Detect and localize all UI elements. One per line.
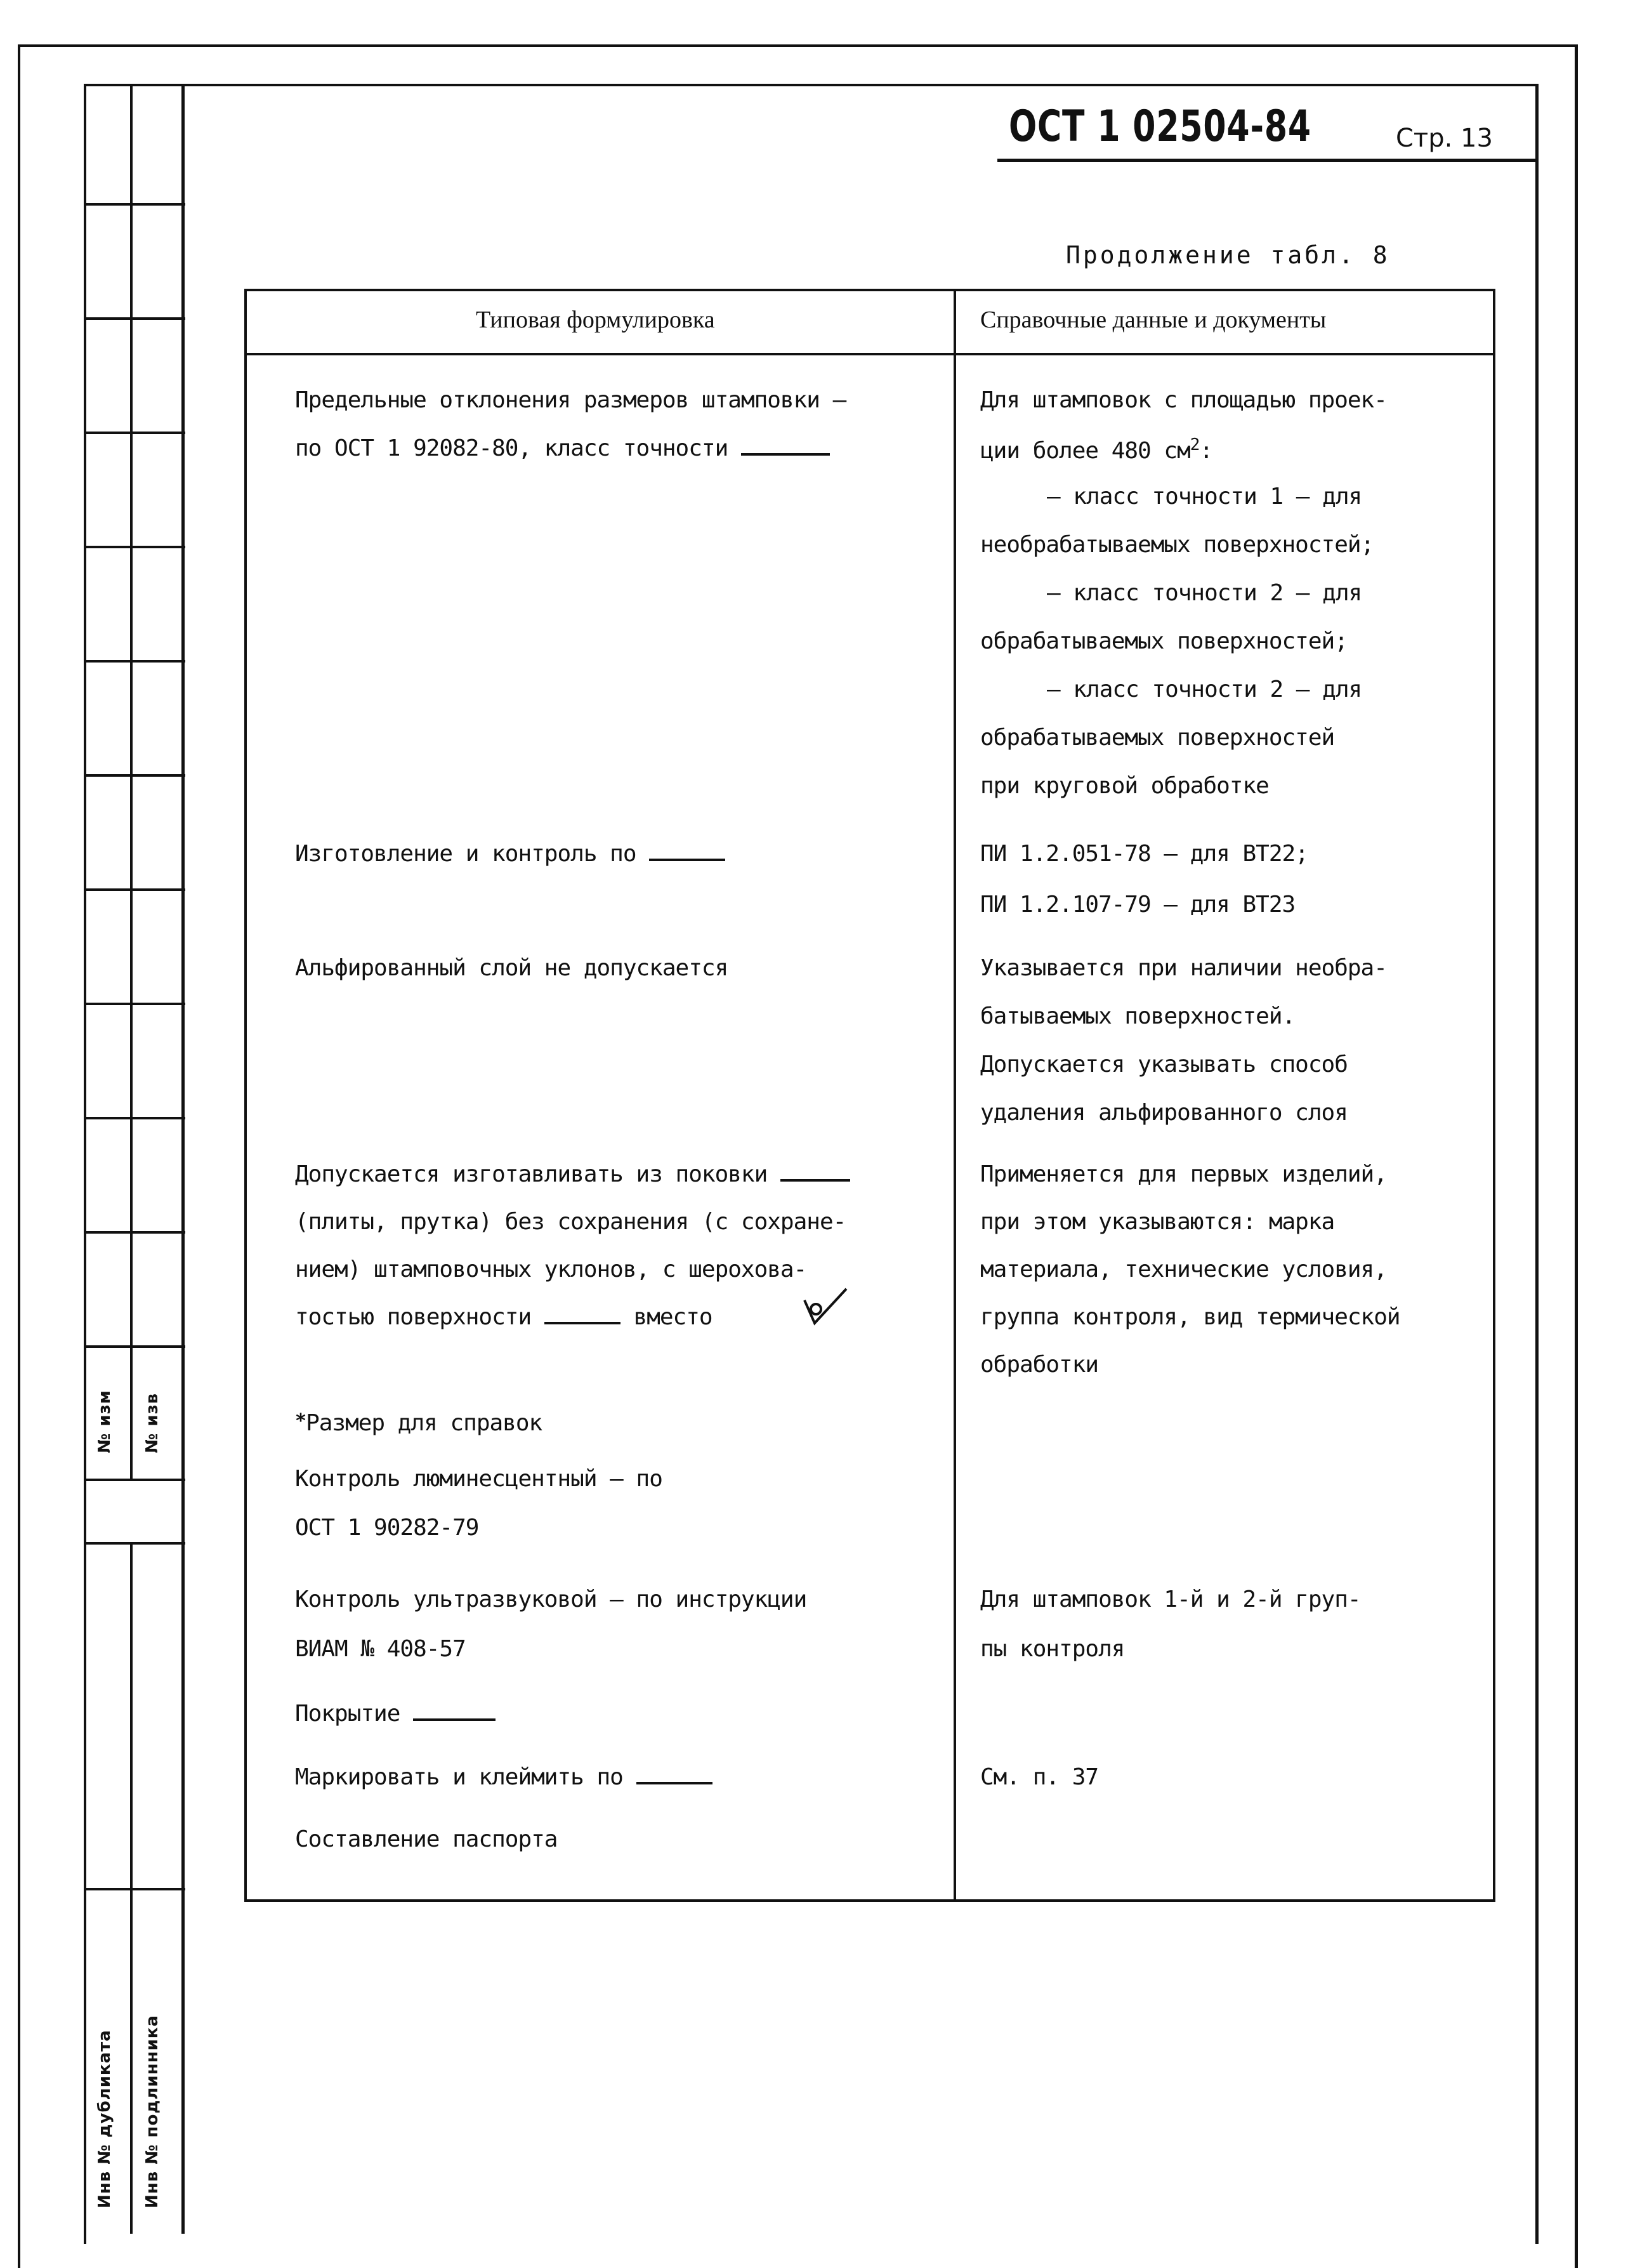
left-r8: Покрытие [295,1701,496,1727]
doc-code-underline [997,159,1537,162]
strip-cell-line [84,888,185,891]
strip-cell-line [84,546,185,548]
left-r4-line2: (плиты, прутка) без сохранения (с сохране- [295,1209,846,1235]
doc-code: ОСТ 1 02504-84 [1009,102,1311,152]
right-r3-line4: удаления альфированного слоя [980,1100,1348,1126]
strip-divider [130,84,133,1480]
left-r1-line1: Предельные отклонения размеров штамповки – [295,387,846,413]
right-r9: См. п. 37 [980,1764,1099,1790]
left-r2: Изготовление и контроль по [295,841,725,867]
right-r4-line4: группа контроля, вид термической [980,1304,1400,1330]
strip-cell-line [84,432,185,434]
right-r1-line4: необрабатываемых поверхностей; [980,532,1374,558]
right-r1-line1: Для штамповок с площадью проек- [980,387,1387,413]
right-r4-line3: материала, технические условия, [980,1256,1387,1282]
left-r4-line3: нием) штамповочных уклонов, с шерохова- [295,1256,807,1282]
blank-field [636,1779,712,1784]
right-r1-line2: ции более 480 $см^2$: [980,435,1213,464]
right-r1-line3: – класс точности 1 – для [1047,484,1362,510]
table-header-divider [244,353,1495,355]
left-r1-line2: по ОСТ 1 92082-80, класс точности [295,435,830,461]
right-r2-line1: ПИ 1.2.051-78 – для ВТ22; [980,841,1308,867]
strip-izv-label: № изв [143,1392,162,1453]
strip-cell-line [84,1345,185,1348]
right-r1-line9: при круговой обработке [980,773,1269,799]
right-r1-line8: обрабатываемых поверхностей [980,725,1335,751]
strip-right-edge [181,84,185,2234]
right-r4-line5: обработки [980,1352,1099,1378]
table-column-divider [954,289,956,1902]
right-r7-line2: пы контроля [980,1636,1125,1662]
left-r9: Маркировать и клеймить по [295,1764,712,1790]
left-r5: *Размер для справок [295,1410,542,1436]
blank-field [780,1177,850,1182]
strip-original-label: Инв № подлинника [143,2015,162,2208]
page-number: Стр. 13 [1396,124,1493,153]
left-r6-line2: ОСТ 1 90282-79 [295,1515,479,1541]
strip-cell-line [84,203,185,206]
strip-cell-line [84,1888,185,1890]
strip-cell-line [84,1231,185,1234]
left-r4-line1: Допускается изготавливать из поковки [295,1161,850,1187]
strip-cell-line [84,774,185,777]
right-r3-line2: батываемых поверхностей. [980,1003,1296,1029]
left-r7-line1: Контроль ультразвуковой – по инструкции [295,1586,807,1612]
left-r10: Составление паспорта [295,1826,558,1852]
strip-duplicate-label: Инв № дубликата [95,2029,114,2208]
roughness-symbol-icon [801,1285,851,1336]
left-r6-line1: Контроль люминесцентный – по [295,1466,662,1492]
col-header-reference: Справочные данные и документы [980,307,1327,333]
left-r4-line4: тостью поверхности вместо [295,1304,712,1330]
strip-cell-line [84,1117,185,1119]
right-r4-line2: при этом указываются: марка [980,1209,1335,1235]
right-r1-line7: – класс точности 2 – для [1047,676,1362,702]
table-continuation: Продолжение табл. 8 [1066,241,1390,269]
strip-cell-line [84,1542,185,1545]
strip-cell-line [84,1003,185,1005]
right-r7-line1: Для штамповок 1-й и 2-й груп- [980,1586,1361,1612]
right-r1-line6: обрабатываемых поверхностей; [980,628,1348,654]
blank-field [544,1319,620,1324]
right-r2-line2: ПИ 1.2.107-79 – для ВТ23 [980,892,1296,918]
right-r4-line1: Применяется для первых изделий, [980,1161,1387,1187]
left-r3: Альфированный слой не допускается [295,955,728,981]
blank-field [413,1716,496,1721]
col-header-formulation: Типовая формулировка [476,307,715,333]
blank-field [741,451,830,456]
strip-izm-label: № изм [95,1390,114,1453]
right-r3-line1: Указывается при наличии необра- [980,955,1387,981]
right-r1-line5: – класс точности 2 – для [1047,580,1362,606]
right-r3-line3: Допускается указывать способ [980,1052,1348,1078]
strip-cell-line [84,660,185,663]
blank-field [649,856,725,861]
strip-cell-line [84,1479,185,1481]
left-r7-line2: ВИАМ № 408-57 [295,1636,466,1662]
strip-cell-line [84,317,185,320]
